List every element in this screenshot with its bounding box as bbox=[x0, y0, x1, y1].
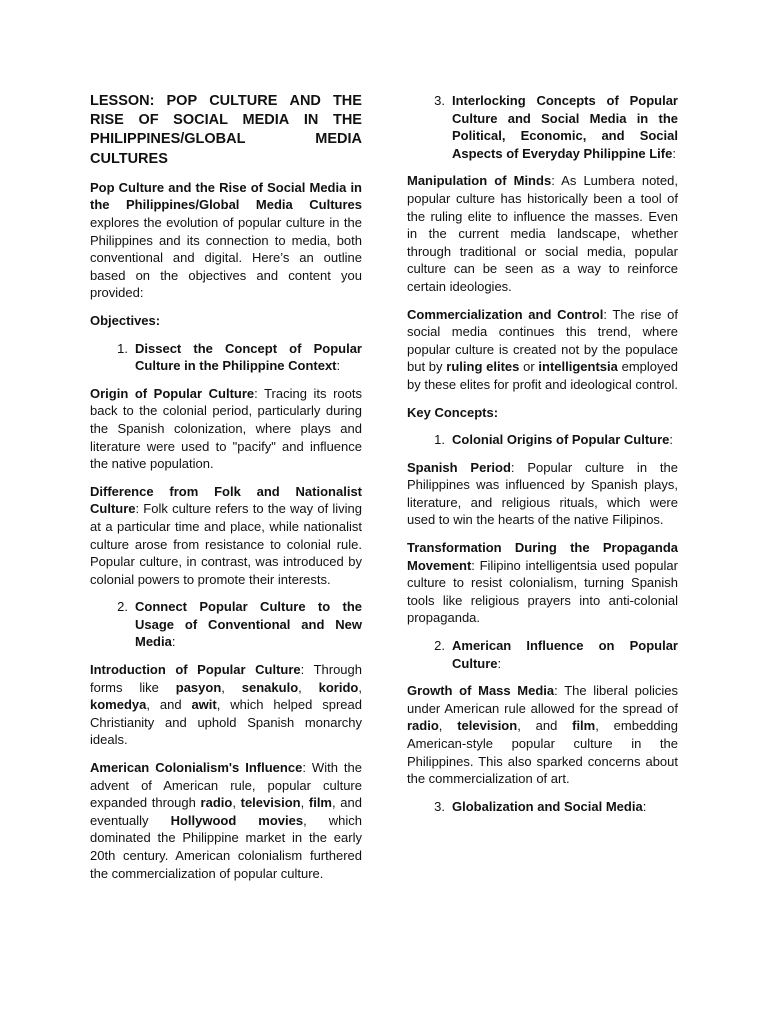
introduction-paragraph: Introduction of Popular Culture: Through forms like pasyon, senakulo, korido, komedya, and awit, which helped spread Christianity and uphold Spanish monarchy ideals. bbox=[90, 662, 362, 748]
objective-item-3: 3. Interlocking Concepts of Popular Culture and Social Media in the Political, Economic, and Social Aspects of Everyday Philippine Life: bbox=[434, 93, 678, 161]
title-line-2: RISE OF SOCIAL MEDIA IN THE bbox=[90, 112, 362, 129]
title-line-1: LESSON: POP CULTURE AND THE bbox=[90, 93, 362, 109]
spanish-period-paragraph: Spanish Period: Popular culture in the Philippines was influenced by Spanish plays, literature, and religious rituals, which were used to win the hearts of the native Filipinos. bbox=[407, 459, 678, 528]
key-concepts-heading: Key Concepts: bbox=[407, 404, 499, 420]
lesson-title bbox=[90, 92, 362, 169]
american-colonialism-paragraph: American Colonialism's Influence: With the advent of American rule, popular culture expanded through radio, television, film, and eventually Hollywood movies, which dominated the Philippine market in the early 20th century. American colonialism furthered the commercialization of popular culture. bbox=[90, 760, 362, 881]
left-column bbox=[90, 92, 362, 892]
objective-item-2: 2. Connect Popular Culture to the Usage of Conventional and New Media: bbox=[117, 599, 362, 650]
key-concept-item-1: 1. Colonial Origins of Popular Culture: bbox=[434, 432, 674, 448]
key-concept-item-3: 3. Globalization and Social Media: bbox=[434, 798, 647, 814]
objectives-heading: Objectives: bbox=[90, 312, 161, 328]
difference-paragraph: Difference from Folk and Nationalist Culture: Folk culture refers to the way of living at a particular time and place, while nationalist culture arose from resistance to colonial rule. Popular culture, in contrast, was introduced by colonial powers to promote their interests. bbox=[90, 483, 362, 587]
key-concept-item-2: 2. American Influence on Popular Culture: bbox=[434, 638, 678, 671]
transformation-paragraph: Transformation During the Propaganda Movement: Filipino intelligentsia used popular culture to resist colonialism, turning Spanish tools like religious prayers into anti-colonial propaganda. bbox=[407, 540, 678, 626]
manipulation-paragraph: Manipulation of Minds: As Lumbera noted, popular culture has historically been a tool of the ruling elite to influence the masses. Even in the current media landscape, whether through traditional or social media, popular culture can be seen as a way to reinforce certain ideologies. bbox=[407, 173, 678, 294]
title-line-4: CULTURES bbox=[90, 150, 168, 167]
commercialization-paragraph: Commercialization and Control: The rise of social media continues this trend, where popular culture is created not by the populace but by ruling elites or intelligentsia employed by these elites for profit and ideological control. bbox=[407, 306, 678, 392]
right-column bbox=[407, 92, 678, 825]
title-line-3: PHILIPPINES/GLOBAL MEDIA bbox=[90, 131, 362, 148]
objective-item-1: 1. Dissect the Concept of Popular Culture in the Philippine Context: bbox=[117, 340, 362, 374]
growth-mass-media-paragraph: Growth of Mass Media: The liberal policies under American rule allowed for the spread of radio, television, and film, embedding American-style popular culture in the Philippines. This also sparked concerns about the commercialization of art. bbox=[407, 683, 678, 787]
origin-paragraph: Origin of Popular Culture: Tracing its roots back to the colonial period, particularly during the Spanish colonization, where plays and literature were used to "pacify" and influence the native population. bbox=[90, 385, 363, 472]
intro-paragraph: Pop Culture and the Rise of Social Media in the Philippines/Global Media Cultures explores the evolution of popular culture in the Philippines and its connection to media, both conventional and digital. Here’s an outline based on the objectives and content you provided: bbox=[90, 179, 362, 301]
